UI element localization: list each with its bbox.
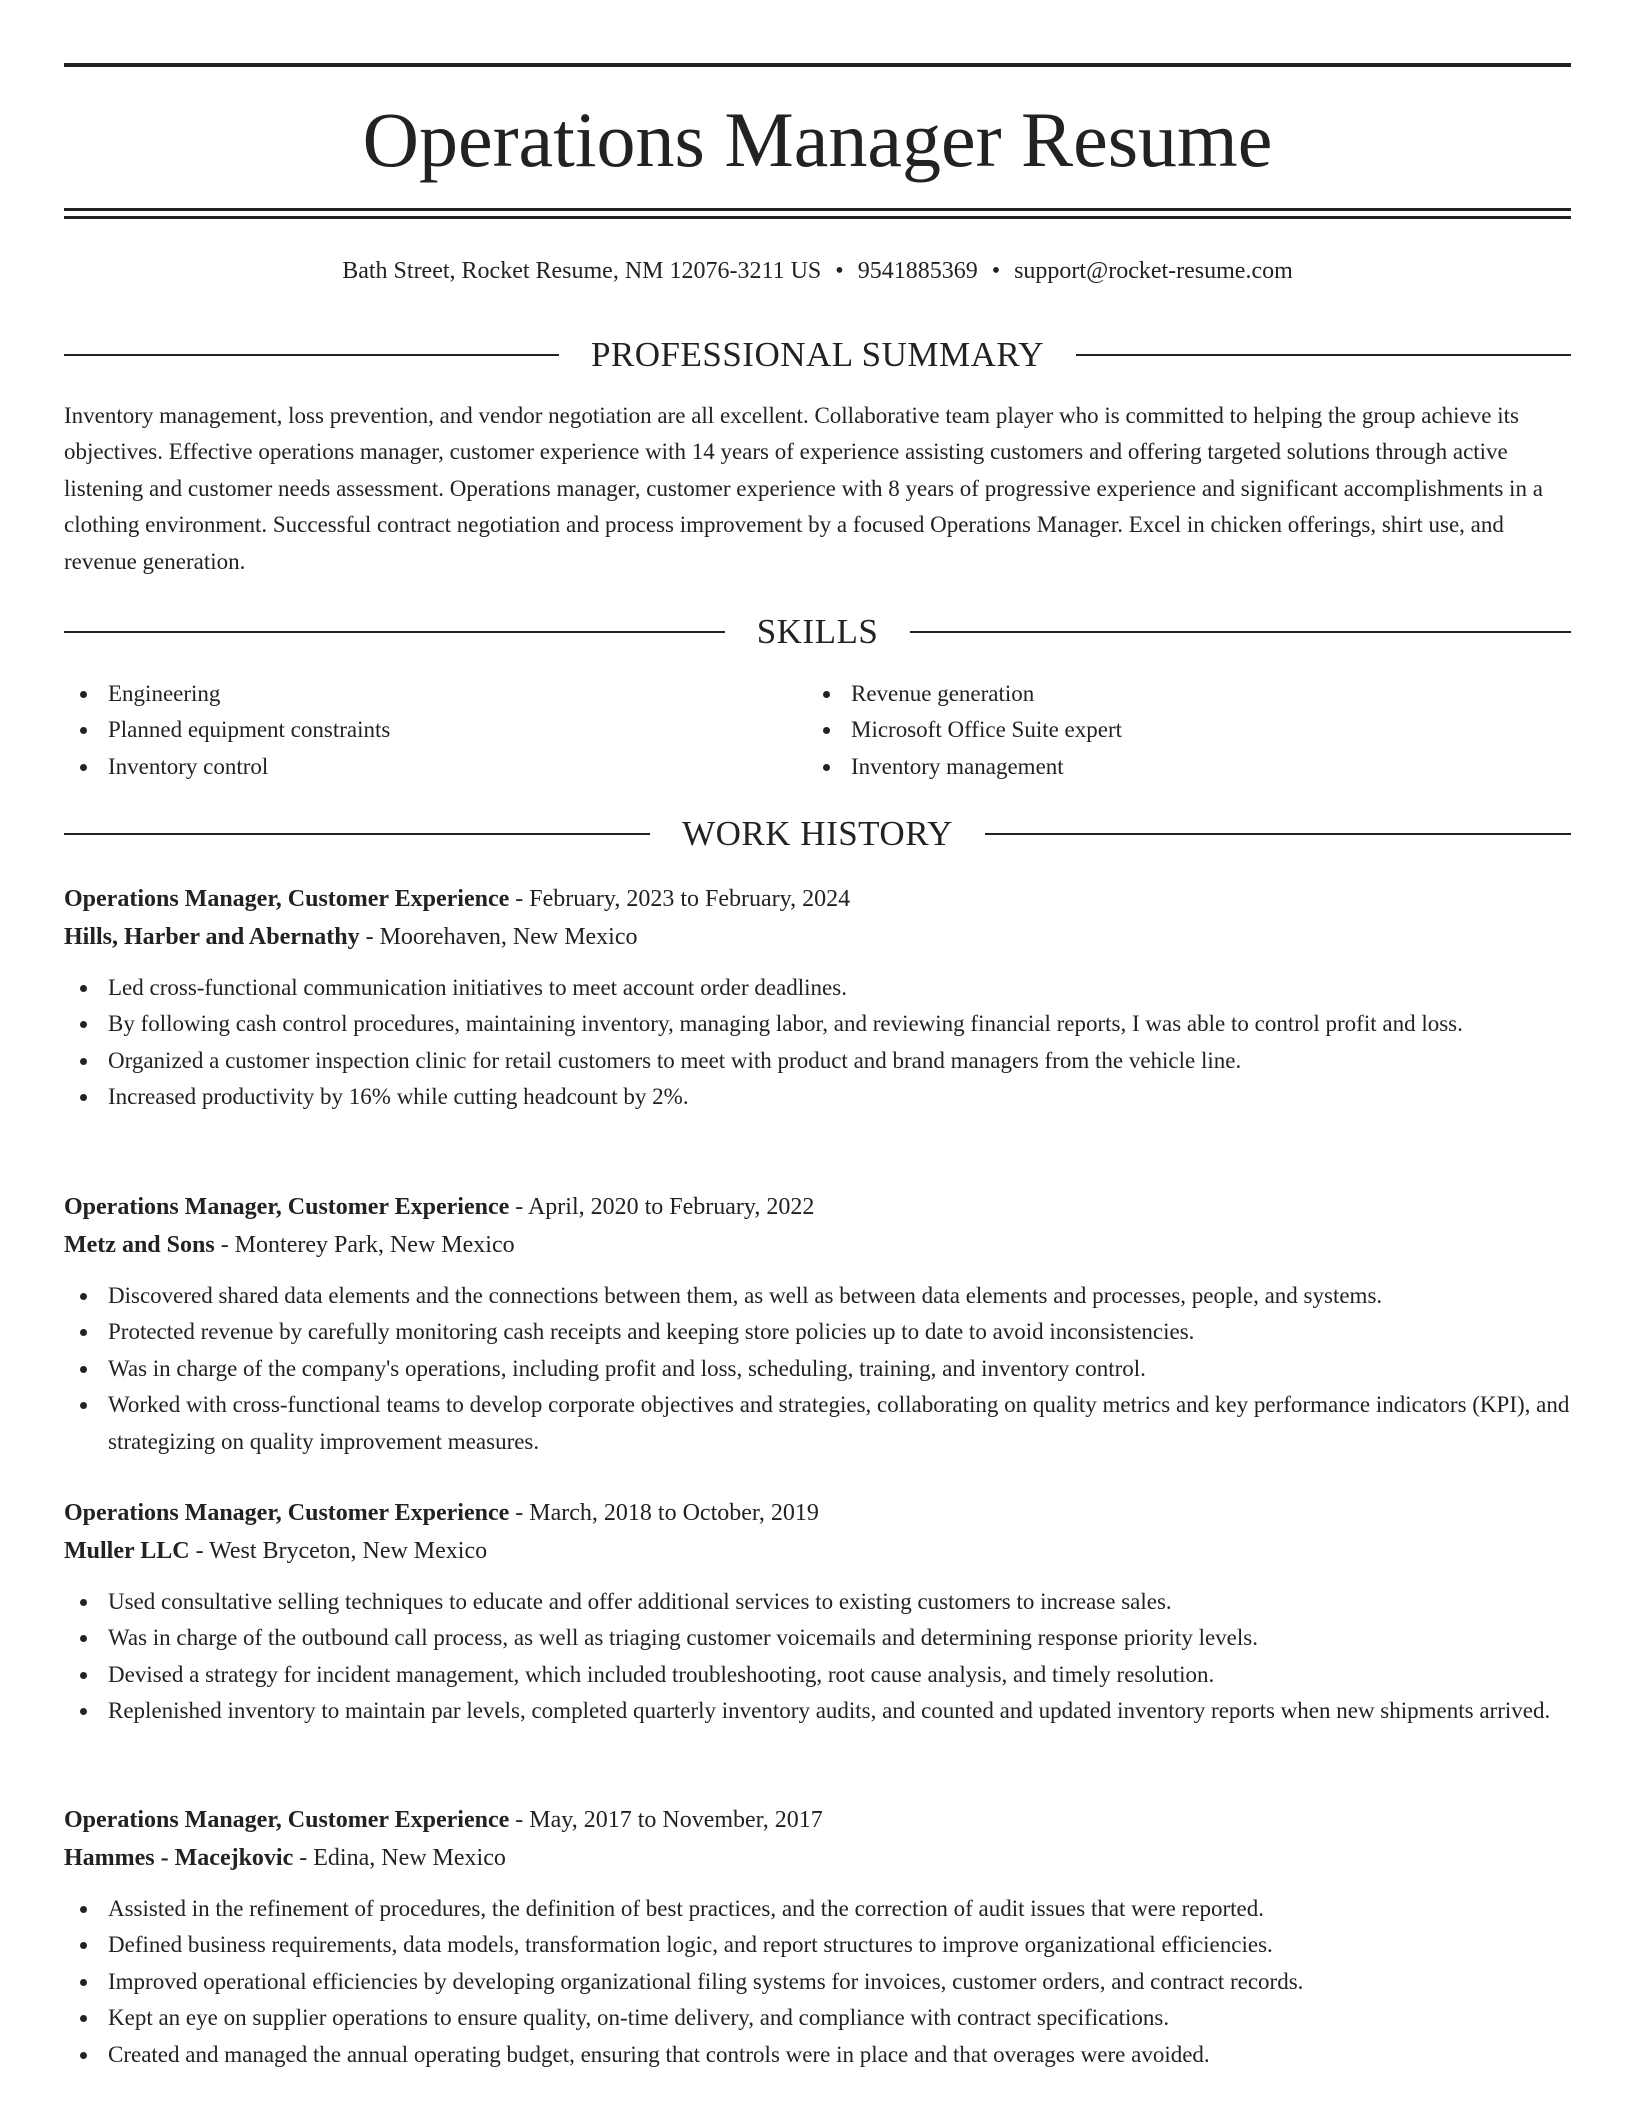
- job-location: - Moorehaven, New Mexico: [359, 924, 638, 950]
- contact-separator: •: [835, 258, 844, 284]
- job-bullet: Kept an eye on supplier operations to ensure quality, on-time delivery, and compliance with contract specifications.: [64, 2000, 1571, 2036]
- section-heading-work-history: [64, 812, 1571, 856]
- job-title-line: [64, 1494, 1571, 1532]
- professional-summary-text: Inventory management, loss prevention, and vendor negotiation are all excellent. Collaborative team player who is committed to helping the group achieve its objectives. Effective operations manager, customer experience with 14 years of experience assisting customers and offering targeted solutions through active listening and customer needs assessment. Operations manager, customer experience with 8 years of progressive experience and significant accomplishments in a clothing environment. Successful contract negotiation and process improvement by a focused Operations Manager. Excel in chicken offerings, shirt use, and revenue generation.: [64, 403, 1543, 574]
- job-bullet: Organized a customer inspection clinic for retail customers to meet with product and brand managers from the vehicle line.: [64, 1043, 1571, 1079]
- contact-address: Bath Street, Rocket Resume, NM 12076-3211 US: [342, 258, 822, 284]
- job-title-line: [64, 1801, 1571, 1839]
- job-title-line: [64, 880, 1571, 918]
- job-location: - West Bryceton, New Mexico: [189, 1538, 488, 1564]
- job-company-line: [64, 918, 1571, 956]
- heading-rule-right: [1076, 354, 1571, 356]
- job-company-line: [64, 1226, 1571, 1264]
- job-dates: - April, 2020 to February, 2022: [509, 1194, 815, 1220]
- job-bullet: Discovered shared data elements and the connections between them, as well as between data elements and processes, people, and systems.: [64, 1278, 1571, 1314]
- job-entry: [64, 1494, 1571, 1730]
- job-title: Operations Manager, Customer Experience: [64, 1807, 510, 1833]
- top-rule: [64, 63, 1571, 67]
- heading-rule-right: [910, 631, 1571, 633]
- job-bullet: Led cross-functional communication initiatives to meet account order deadlines.: [64, 970, 1571, 1006]
- job-dates: - February, 2023 to February, 2024: [509, 886, 851, 912]
- contact-email: support@rocket-resume.com: [1014, 258, 1293, 284]
- skill-item: Microsoft Office Suite expert: [807, 712, 1507, 748]
- skill-item: Planned equipment constraints: [64, 712, 764, 748]
- title-rule-lower: [64, 216, 1571, 219]
- job-title: Operations Manager, Customer Experience: [64, 1194, 510, 1220]
- job-bullet: Worked with cross-functional teams to develop corporate objectives and strategies, collaborating on quality metrics and key performance indicators (KPI), and strategizing on quality improvement measures.: [64, 1387, 1571, 1460]
- job-title: Operations Manager, Customer Experience: [64, 1500, 510, 1526]
- job-company: Metz and Sons: [64, 1232, 215, 1258]
- job-location: - Edina, New Mexico: [293, 1845, 506, 1871]
- job-bullet: Devised a strategy for incident management, which included troubleshooting, root cause analysis, and timely resolution.: [64, 1657, 1571, 1693]
- heading-rule-left: [64, 833, 650, 835]
- job-bullet: Increased productivity by 16% while cutting headcount by 2%.: [64, 1079, 1571, 1115]
- job-company-line: [64, 1532, 1571, 1570]
- section-heading-text: SKILLS: [756, 612, 879, 651]
- job-bullet: By following cash control procedures, maintaining inventory, managing labor, and reviewing financial reports, I was able to control profit and loss.: [64, 1006, 1571, 1042]
- heading-rule-left: [64, 354, 559, 356]
- skill-item: Engineering: [64, 676, 764, 712]
- section-heading-text: WORK HISTORY: [682, 814, 953, 853]
- job-bullet: Assisted in the refinement of procedures, the definition of best practices, and the correction of audit issues that were reported.: [64, 1891, 1571, 1927]
- job-entry: [64, 1801, 1571, 2073]
- job-bullets: [64, 1584, 1571, 1730]
- job-bullet: Created and managed the annual operating budget, ensuring that controls were in place and that overages were avoided.: [64, 2037, 1571, 2073]
- job-title: Operations Manager, Customer Experience: [64, 886, 510, 912]
- contact-phone: 9541885369: [857, 258, 978, 284]
- job-bullets: [64, 970, 1571, 1116]
- job-bullet: Defined business requirements, data models, transformation logic, and report structures to improve organizational efficiencies.: [64, 1927, 1571, 1963]
- job-bullet: Was in charge of the outbound call process, as well as triaging customer voicemails and determining response priority levels.: [64, 1620, 1571, 1656]
- heading-rule-left: [64, 631, 725, 633]
- skill-item: Revenue generation: [807, 676, 1507, 712]
- job-bullet: Was in charge of the company's operations, including profit and loss, scheduling, training, and inventory control.: [64, 1351, 1571, 1387]
- job-dates: - May, 2017 to November, 2017: [509, 1807, 823, 1833]
- job-company: Hammes - Macejkovic: [64, 1845, 294, 1871]
- title-rule-upper: [64, 208, 1571, 211]
- page-title: Operations Manager Resume: [362, 96, 1273, 183]
- job-bullet: Protected revenue by carefully monitoring cash receipts and keeping store policies up to date to avoid inconsistencies.: [64, 1314, 1571, 1350]
- contact-separator: •: [991, 258, 1001, 284]
- job-entry: [64, 1188, 1571, 1460]
- skills-list-right: [807, 676, 1507, 785]
- heading-rule-right: [985, 833, 1571, 835]
- job-title-line: [64, 1188, 1571, 1226]
- skills-list-left: [64, 676, 764, 785]
- section-heading-text: PROFESSIONAL SUMMARY: [590, 335, 1045, 374]
- job-entry: [64, 880, 1571, 1116]
- job-bullets: [64, 1891, 1571, 2073]
- job-bullet: Improved operational efficiencies by developing organizational filing systems for invoices, customer orders, and contract records.: [64, 1964, 1571, 2000]
- job-company: Hills, Harber and Abernathy: [64, 924, 360, 950]
- job-bullet: Replenished inventory to maintain par levels, completed quarterly inventory audits, and counted and updated inventory reports when new shipments arrived.: [64, 1693, 1571, 1729]
- job-bullets: [64, 1278, 1571, 1460]
- job-location: - Monterey Park, New Mexico: [214, 1232, 515, 1258]
- contact-line: [64, 254, 1571, 288]
- job-dates: - March, 2018 to October, 2019: [509, 1500, 819, 1526]
- section-heading-summary: [64, 333, 1571, 377]
- job-bullet: Used consultative selling techniques to educate and offer additional services to existing customers to increase sales.: [64, 1584, 1571, 1620]
- job-company: Muller LLC: [64, 1538, 190, 1564]
- skill-item: Inventory control: [64, 749, 764, 785]
- skill-item: Inventory management: [807, 749, 1507, 785]
- section-heading-skills: [64, 610, 1571, 654]
- job-company-line: [64, 1839, 1571, 1877]
